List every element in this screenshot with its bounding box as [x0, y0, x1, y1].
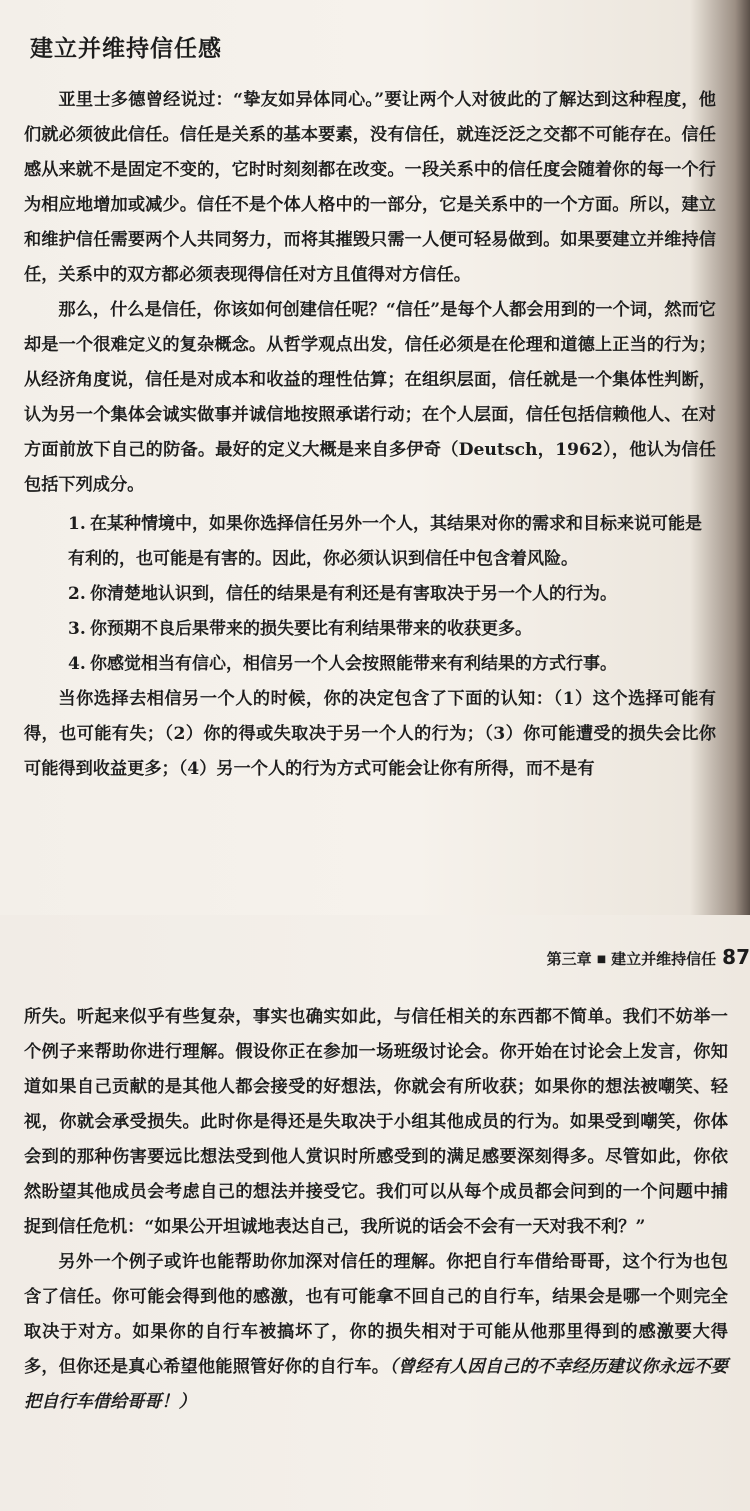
bottom-text — [24, 1000, 728, 1420]
list-item: 1. 在某种情境中，如果你选择信任另外一个人，其结果对你的需求和目标来说可能是有利的，也可能是有害的。因此，你必须认识到信任中包含着风险。 — [68, 514, 702, 569]
intro-paragraph: 亚里士多德曾经说过：“挚友如异体同心。”要让两个人对彼此的了解达到这种程度，他们就必须彼此信任。信任是关系的基本要素，没有信任，就连泛泛之交都不可能存在。信任感从来就不是固定不变的，它时时刻刻都在改变。一段关系中的信任度会随着你的每一个行为相应地增加或减少。信任不是个体人格中的一部分，它是关系中的一个方面。所以，建立和维护信任需要两个人共同努力，而将其摧毁只需一人便可轻易做到。如果要建立并维持信任，关系中的双方都必须表现得信任对方且值得对方信任。 — [24, 90, 716, 285]
square-bullet-icon: ■ — [596, 954, 607, 965]
list-item: 2. 你清楚地认识到，信任的结果是有利还是有害取决于另一个人的行为。 — [68, 584, 617, 604]
bottom-page — [0, 915, 750, 1511]
list-item: 4. 你感觉相当有信心，相信另一个人会按照能带来有利结果的方式行事。 — [68, 654, 617, 674]
bicycle-text: 另外一个例子或许也能帮助你加深对信任的理解。你把自行车借给哥哥，这个行为也包含了信任。你可能会得到他的感激，也有可能拿不回自己的自行车，结果会是哪一个则完全取决于对方。如果你的自行车被搞坏了，你的损失相对于可能从他那里得到的感激要大得多，但你还是真心希望他能照管好你的自行车。 — [24, 1252, 728, 1377]
trust-factors-list — [24, 507, 716, 682]
closing-paragraph: 当你选择去相信另一个人的时候，你的决定包含了下面的认知：（1）这个选择可能有得，也可能有失；（2）你的得或失取决于另一个人的行为；（3）你可能遭受的损失会比你可能得到收益更多；（4）另一个人的行为方式可能会让你有所得，而不是有 — [24, 689, 716, 779]
section-title: 建立并维持信任感 — [30, 36, 222, 62]
running-head — [0, 945, 750, 969]
handwritten-note: （曾经有人因自己的不幸经历建议你永远不要把自行车借给哥哥！） — [24, 1357, 728, 1412]
chapter-title: 建立并维持信任 — [611, 950, 717, 968]
page-number: 87 — [722, 945, 750, 969]
definition-paragraph: 那么，什么是信任，你该如何创建信任呢？“信任”是每个人都会用到的一个词，然而它却是一个很难定义的复杂概念。从哲学观点出发，信任必须是在伦理和道德上正当的行为；从经济角度说，信任是对成本和收益的理性估算；在组织层面，信任就是一个集体性判断，认为另一个集体会诚实做事并诚信地按照承诺行动；在个人层面，信任包括信赖他人、在对方面前放下自己的防备。最好的定义大概是来自多伊奇（Deutsch，1962），他认为信任包括下列成分。 — [24, 300, 716, 495]
bicycle-paragraph — [24, 1245, 728, 1420]
list-item: 3. 你预期不良后果带来的损失要比有利结果带来的收获更多。 — [68, 619, 532, 639]
continuation-paragraph: 所失。听起来似乎有些复杂，事实也确实如此，与信任相关的东西都不简单。我们不妨举一个例子来帮助你进行理解。假设你正在参加一场班级讨论会。你开始在讨论会上发言，你知道如果自己贡献的是其他人都会接受的好想法，你就会有所收获；如果你的想法被嘲笑、轻视，你就会承受损失。此时你是得还是失取决于小组其他成员的行为。如果受到嘲笑，你体会到的那种伤害要远比想法受到他人赏识时所感受到的满足感要深刻得多。尽管如此，你依然盼望其他成员会考虑自己的想法并接受它。我们可以从每个成员都会问到的一个问题中捕捉到信任危机：“如果公开坦诚地表达自己，我所说的话会不会有一天对我不利？” — [24, 1007, 728, 1237]
chapter-label: 第三章 — [546, 950, 592, 968]
